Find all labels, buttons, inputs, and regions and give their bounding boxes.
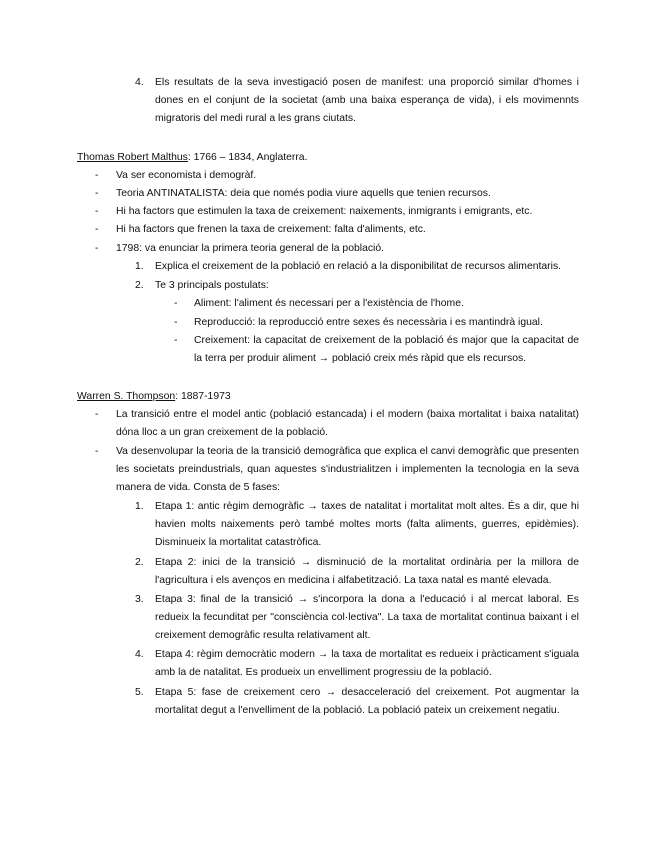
bullet-marker: -: [174, 298, 178, 309]
phase-text: Etapa 3: final de la transició → s'incorpora la dona a l'educació i al mercat laboral. Es redueix la fecunditat per "consciència col·lectiva". La taxa de mortalitat continua baixant i el creixement demogràfic resulta relativament alt.: [155, 594, 579, 642]
bullet-marker: -: [95, 243, 99, 254]
bullet-text: Teoria ANTINATALISTA: deia que només podia viure aquells que tenien recursos.: [116, 188, 491, 199]
bullet-text: Va ser economista i demogràf.: [116, 170, 257, 181]
bullet-text: Hi ha factors que frenen la taxa de creixement: falta d'aliments, etc.: [116, 224, 426, 235]
author-dates: : 1766 – 1834, Anglaterra.: [187, 152, 308, 163]
intro-list-item: [135, 74, 579, 130]
list-item-text: Te 3 principals postulats:: [155, 280, 269, 291]
list-number: 2.: [135, 557, 144, 568]
list-number: 2.: [135, 280, 144, 291]
phase-text: Etapa 4: règim democràtic modern → la taxa de mortalitat es redueix i pràcticament s'iguala amb la de natalitat. Es produeix un envelliment progressiu de la població.: [155, 649, 579, 679]
list-number: 4.: [135, 77, 144, 88]
bullet-text: Hi ha factors que estimulen la taxa de creixement: naixements, inmigrants i emigrants, etc.: [116, 206, 533, 217]
bullet-text: La transició entre el model antic (població estancada) i el modern (baixa mortalitat i baixa natalitat) dóna lloc a un gran creixement de la població.: [116, 409, 579, 439]
bullet-marker: -: [95, 224, 99, 235]
bullet-marker: -: [95, 409, 99, 420]
bullet-text: Va desenvolupar la teoria de la transició demogràfica que explica el canvi demogràfic que presenten les societats preindustrials, quan aquestes s'industrialitzen i implementen la tecnologia en la seva manera de vida. Consta de 5 fases:: [116, 446, 579, 494]
bullet-text: 1798: va enunciar la primera teoria general de la població.: [116, 243, 385, 254]
postulate-text: Reproducció: la reproducció entre sexes és necessària i es mantindrà igual.: [194, 317, 543, 328]
list-number: 4.: [135, 649, 144, 660]
postulate-text: Aliment: l'aliment és necessari per a l'existència de l'home.: [194, 298, 464, 309]
author-dates: : 1887-1973: [175, 391, 231, 402]
bullet-marker: -: [95, 170, 99, 181]
list-number: 1.: [135, 501, 144, 512]
section-heading-thompson: [77, 388, 231, 406]
list-item-text: Els resultats de la seva investigació posen de manifest: una proporció similar d'homes i dones en el conjunt de la societat (amb una baixa esperança de vida), i els movimennts migratoris del medi rural a les grans ciutats.: [155, 77, 579, 125]
phase-text: Etapa 1: antic règim demogràfic → taxes de natalitat i mortalitat molt altes. És a dir, que hi havien molts naixements però també moltes morts (falta aliments, guerres, epidèmies). Disminueix la mortalitat catastròfica.: [155, 501, 579, 549]
section-heading-malthus: [77, 149, 307, 167]
author-name: Thomas Robert Malthus: [77, 152, 188, 163]
phase-text: Etapa 5: fase de creixement cero → desacceleració del creixement. Pot augmentar la mortalitat degut a l'envelliment de la població. La població pateix un creixement negatiu.: [155, 687, 579, 717]
bullet-marker: -: [174, 317, 178, 328]
bullet-marker: -: [95, 188, 99, 199]
phase-text: Etapa 2: inici de la transició → disminució de la mortalitat ordinària per la millora de l'agricultura i els avenços en medicina i alfabetització. La taxa natal es manté elevada.: [155, 557, 579, 587]
bullet-marker: -: [95, 446, 99, 457]
postulate-text: Creixement: la capacitat de creixement de la població és major que la capacitat de la terra per produir aliment → població creix més ràpid que els recursos.: [194, 335, 579, 365]
list-item-text: Explica el creixement de la població en relació a la disponibilitat de recursos alimentaris.: [155, 261, 562, 272]
author-name: Warren S. Thompson: [77, 391, 176, 402]
bullet-marker: -: [95, 206, 99, 217]
list-number: 5.: [135, 687, 144, 698]
list-number: 1.: [135, 261, 144, 272]
list-number: 3.: [135, 594, 144, 605]
bullet-marker: -: [174, 335, 178, 346]
